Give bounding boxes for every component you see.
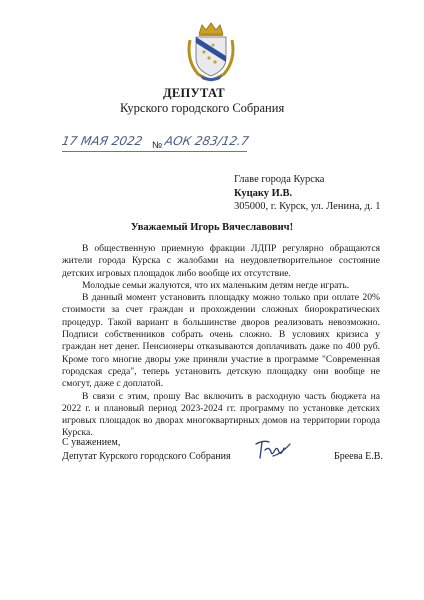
- signer-name: Бреева Е.В.: [334, 451, 383, 462]
- body-paragraph: Молодые семьи жалуются, что их маленьким детям негде играть.: [82, 279, 350, 291]
- registration-number-label: №: [152, 140, 163, 151]
- registration-underline: [62, 151, 247, 152]
- letter-body: [62, 243, 380, 440]
- addressee-position: Главе города Курска: [234, 174, 325, 185]
- handwritten-signature-icon: [253, 436, 293, 464]
- addressee-address: 305000, г. Курск, ул. Ленина, д. 1: [234, 201, 381, 212]
- registration-date: 17 МАЯ 2022: [60, 134, 144, 148]
- coat-of-arms-icon: [182, 20, 240, 82]
- header-subtitle: Курского городского Собрания: [120, 101, 285, 115]
- salutation: Уважаемый Игорь Вячеславович!: [130, 222, 294, 233]
- header-title: ДЕПУТАТ: [163, 86, 225, 100]
- closing-regards: С уважением,: [62, 437, 121, 448]
- body-paragraph: В связи с этим, прошу Вас включить в расходную часть бюджета на 2022 г. и плановый период 2023-2024 гг. программу по установке детских игровых площадок во дворах многоквартирных домов на территории города Курска.: [62, 390, 380, 439]
- registration-number: АОК 283/12.7: [163, 134, 250, 148]
- body-paragraph: В данный момент установить площадку можно только при оплате 20% стоимости за счет граждан и прохождении сложных биорократических процедур. Такой вариант в большинстве дворов реализовать невозможно. Подписи собственников собрать очень сложно. В условиях кризиса у граждан нет денег. Пенсионеры отказываются доплачивать даже по 400 руб. Кроме того многие дворы уже приняли участие в программе "Современная городская среда", теперь установить детскую площадку они вообще не смогут, даже с доплатой.: [62, 292, 380, 390]
- closing-position: Депутат Курского городского Собрания: [62, 451, 231, 462]
- addressee-name: Куцаку И.В.: [234, 188, 293, 199]
- body-paragraph: В общественную приемную фракции ЛДПР регулярно обращаются жители города Курска с жалобами на неудовлетворительное состояние детских игровых площадок либо вообще их отсутствие.: [62, 243, 380, 279]
